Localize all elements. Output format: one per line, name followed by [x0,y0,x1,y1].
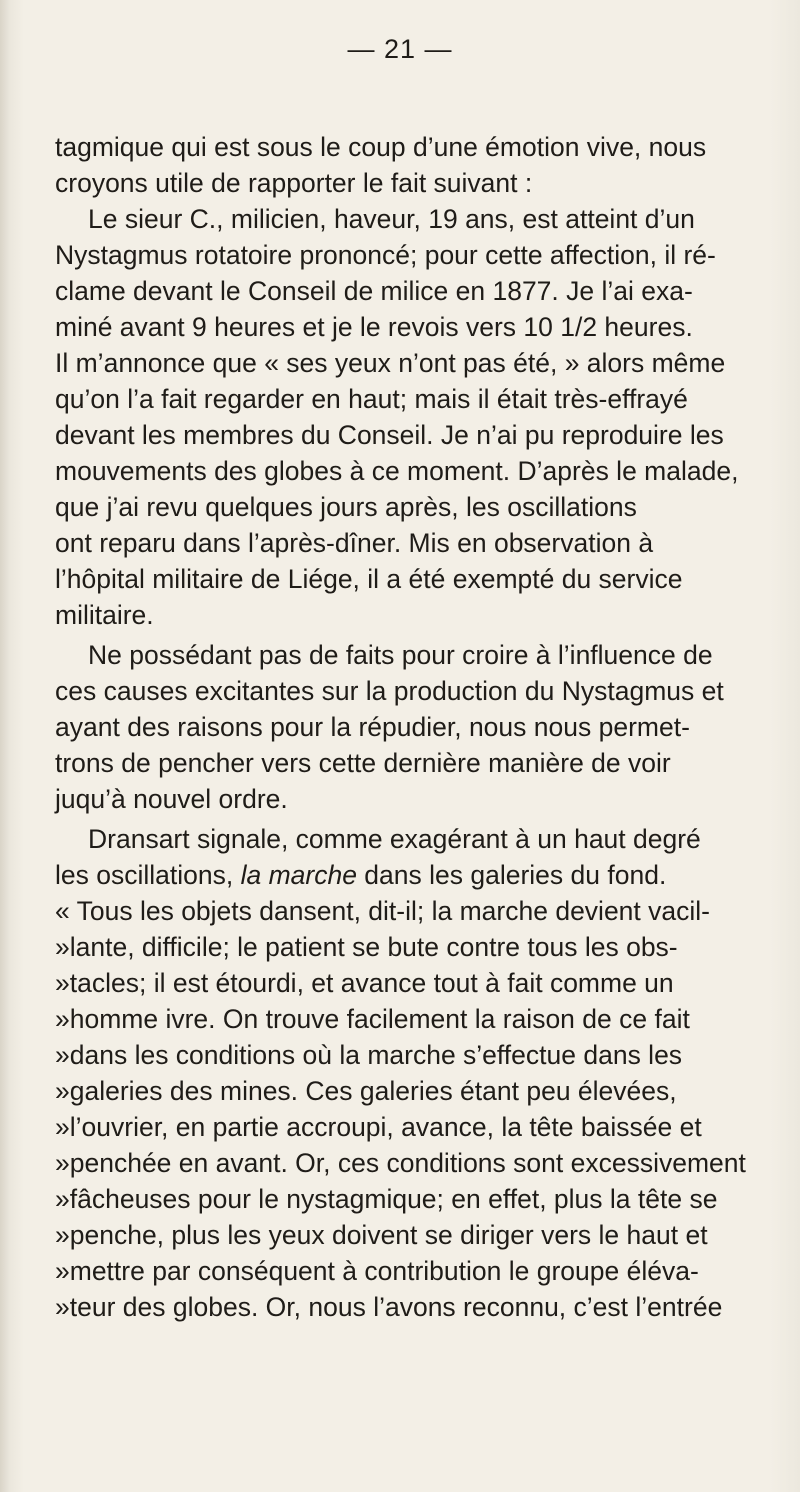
text-line: »tacles; il est étourdi, et avance tout à fait comme un [55,968,674,998]
text-line: que j’ai revu quelques jours après, les oscillations [55,492,637,522]
text-line: »l’ouvrier, en partie accroupi, avance, la tête baissée et [55,1112,702,1142]
text-line: devant les membres du Conseil. Je n’ai pu reproduire les [55,420,724,450]
text-line: Il m’annonce que « ses yeux n’ont pas été, » alors même [55,348,726,378]
paragraph-dransart-quote [55,821,770,1325]
paragraph-causes [55,637,770,817]
text-line: ces causes excitantes sur la production du Nystagmus et [55,676,724,706]
text-line: ayant des raisons pour la répudier, nous nous permet- [55,712,690,742]
text-line: Ne possédant pas de faits pour croire à l’influence de [88,640,713,670]
text-line: Le sieur C., milicien, haveur, 19 ans, est atteint d’un [88,204,695,234]
text-line: juqu’à nouvel ordre. [55,784,288,814]
text-line: « Tous les objets dansent, dit-il; la marche devient vacil- [55,896,710,926]
text-line: clame devant le Conseil de milice en 1877. Je l’ai exa- [55,276,693,306]
text-segment: dans les galeries du fond. [356,860,667,890]
italic-phrase: la marche [240,860,357,890]
body-text [55,129,770,1325]
page-number: — 21 — [347,34,453,64]
text-line: miné avant 9 heures et je le revois vers 10 1/2 heures. [55,312,693,342]
paragraph-case-report [55,201,770,633]
text-line-with-italic [55,857,770,893]
text-line: Dransart signale, comme exagérant à un haut degré [88,824,701,854]
text-line: Nystagmus rotatoire prononcé; pour cette affection, il ré- [55,240,716,270]
text-line: l’hôpital militaire de Liége, il a été exempté du service [55,564,683,594]
text-line: mouvements des globes à ce moment. D’après le malade, [55,456,739,486]
text-line: croyons utile de rapporter le fait suivant : [55,168,533,198]
text-line: qu’on l’a fait regarder en haut; mais il était très-effrayé [55,384,688,414]
text-line: »lante, difficile; le patient se bute contre tous les obs- [55,932,678,962]
text-line: ont reparu dans l’après-dîner. Mis en observation à [55,528,654,558]
text-line: »mettre par conséquent à contribution le groupe éléva- [55,1256,699,1286]
text-line: »penche, plus les yeux doivent se diriger vers le haut et [55,1220,708,1250]
text-line: »fâcheuses pour le nystagmique; en effet, plus la tête se [55,1184,718,1214]
text-line: tagmique qui est sous le coup d’une émotion vive, nous [55,132,707,162]
paragraph-continuation [55,129,770,201]
text-line: »dans les conditions où la marche s’effectue dans les [55,1040,683,1070]
text-segment: les oscillations, [55,860,241,890]
text-line: »teur des globes. Or, nous l’avons reconnu, c’est l’entrée [55,1292,723,1322]
text-line: »penchée en avant. Or, ces conditions sont excessivement [55,1148,746,1178]
text-line: militaire. [55,600,154,630]
text-line: »galeries des mines. Ces galeries étant peu élevées, [55,1076,677,1106]
text-line: »homme ivre. On trouve facilement la raison de ce fait [55,1004,690,1034]
text-line: trons de pencher vers cette dernière manière de voir [55,748,671,778]
